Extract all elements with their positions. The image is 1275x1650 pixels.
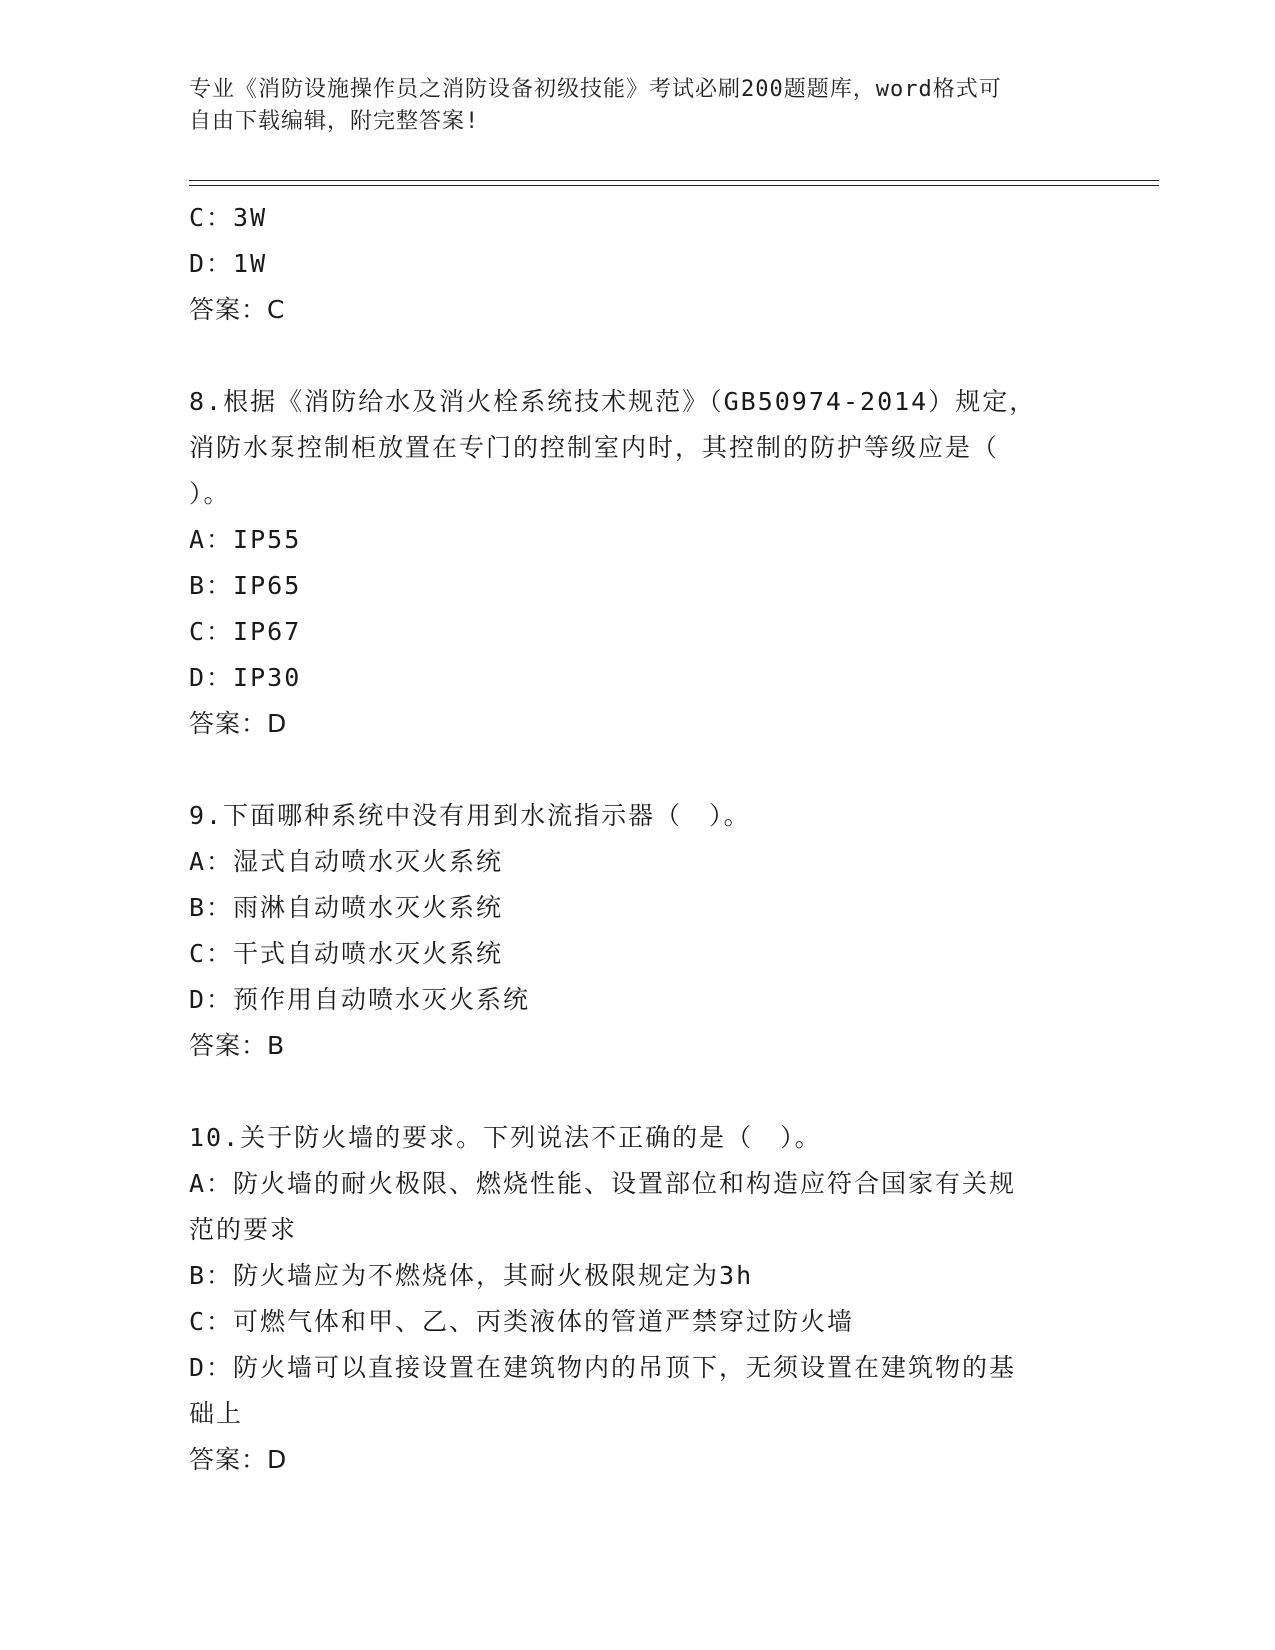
- option-d-continued: 础上: [189, 1399, 244, 1428]
- option-d: D：IP30: [189, 663, 302, 692]
- header-rule-top: [189, 180, 1159, 181]
- spacer: [189, 747, 1089, 793]
- option-a: A：防火墙的耐火极限、燃烧性能、设置部位和构造应符合国家有关规: [189, 1169, 1017, 1198]
- option-b: B：雨淋自动喷水灭火系统: [189, 893, 504, 922]
- answer-text: 答案：C: [189, 295, 286, 324]
- option-d: D：1W: [189, 249, 268, 278]
- option-c: C：IP67: [189, 617, 302, 646]
- header-line-2: 自由下载编辑，附完整答案!: [189, 109, 480, 134]
- option-a: A：IP55: [189, 525, 302, 554]
- question-stem: 10.关于防火墙的要求。下列说法不正确的是（ ）。: [189, 1123, 822, 1152]
- option-d: D：防火墙可以直接设置在建筑物内的吊顶下，无须设置在建筑物的基: [189, 1353, 1017, 1382]
- question-stem: 9.下面哪种系统中没有用到水流指示器（ ）。: [189, 801, 751, 830]
- question-9: [189, 793, 1089, 1069]
- question-10: [189, 1115, 1089, 1483]
- spacer: [189, 1069, 1089, 1115]
- option-a: A：湿式自动喷水灭火系统: [189, 847, 504, 876]
- question-content: [189, 195, 1089, 1483]
- spacer: [189, 333, 1089, 379]
- document-header: [189, 74, 1089, 138]
- header-line-1: 专业《消防设施操作员之消防设备初级技能》考试必刷200题题库，word格式可: [189, 77, 1002, 102]
- answer-text: 答案：D: [189, 1445, 288, 1474]
- question-stem: 消防水泵控制柜放置在专门的控制室内时，其控制的防护等级应是（: [189, 433, 1000, 462]
- option-a-continued: 范的要求: [189, 1215, 298, 1244]
- option-b: B：IP65: [189, 571, 302, 600]
- question-8: [189, 379, 1089, 747]
- header-rule-bottom: [189, 185, 1159, 186]
- option-c: C：3W: [189, 203, 268, 232]
- option-c: C：可燃气体和甲、乙、丙类液体的管道严禁穿过防火墙: [189, 1307, 855, 1336]
- previous-question-tail: [189, 195, 1089, 333]
- option-c: C：干式自动喷水灭火系统: [189, 939, 504, 968]
- option-d: D：预作用自动喷水灭火系统: [189, 985, 531, 1014]
- answer-text: 答案：B: [189, 1031, 286, 1060]
- option-b: B：防火墙应为不燃烧体，其耐火极限规定为3h: [189, 1261, 754, 1290]
- answer-text: 答案：D: [189, 709, 288, 738]
- question-stem: 8.根据《消防给水及消火栓系统技术规范》（GB50974-2014）规定，: [189, 387, 1037, 416]
- question-stem: ）。: [189, 479, 231, 508]
